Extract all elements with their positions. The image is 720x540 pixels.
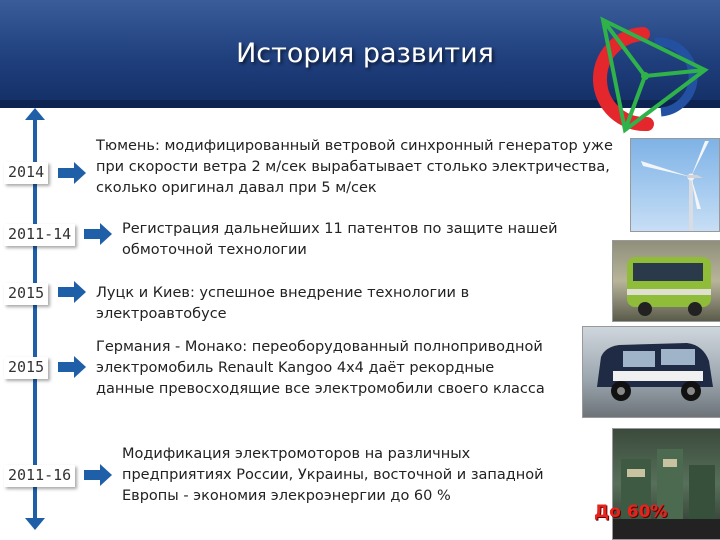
company-logo-icon — [583, 12, 718, 142]
timeline-entry-text: Тюмень: модифицированный ветровой синхронный генератор уже при скорости ветра 2 м/сек вырабатывает столько электричества, сколько оригинал давал при 5 м/сек — [96, 138, 613, 196]
wind-turbine-icon — [631, 139, 719, 231]
arrow-right-icon — [58, 287, 76, 297]
electric-car-photo — [582, 326, 720, 418]
timeline-year: 2011-14 — [4, 224, 75, 246]
slide-title: История развития — [236, 38, 494, 69]
bus-icon — [613, 241, 720, 321]
timeline-arrow-down-icon — [25, 518, 45, 530]
timeline-entry-text: Модификация электромоторов на различных предприятиях России, Украины, восточной и западной Европы - экономия элекроэнергии до 60 % — [122, 446, 544, 504]
arrow-right-icon — [84, 229, 102, 239]
factory-photo — [612, 428, 720, 540]
factory-icon — [613, 429, 720, 539]
timeline-entry-text: Германия - Монако: переоборудованный полноприводной электромобиль Renault Kangoo 4x4 даёт рекордные данные превосходящие все электромобили своего класса — [96, 339, 545, 397]
wind-turbine-photo — [630, 138, 720, 232]
timeline-year: 2014 — [4, 162, 48, 184]
arrow-right-icon — [58, 362, 76, 372]
arrow-right-icon — [58, 168, 76, 178]
timeline-year: 2015 — [4, 357, 48, 379]
timeline-year: 2011-16 — [4, 465, 75, 487]
car-icon — [583, 327, 720, 417]
timeline-year: 2015 — [4, 283, 48, 305]
timeline-entry-text: Луцк и Киев: успешное внедрение технологии в электроавтобусе — [96, 285, 470, 322]
savings-badge: До 60% — [594, 502, 668, 522]
timeline-entry-text: Регистрация дальнейших 11 патентов по защите нашей обмоточной технологии — [122, 221, 558, 258]
arrow-right-icon — [84, 470, 102, 480]
electric-bus-photo — [612, 240, 720, 322]
